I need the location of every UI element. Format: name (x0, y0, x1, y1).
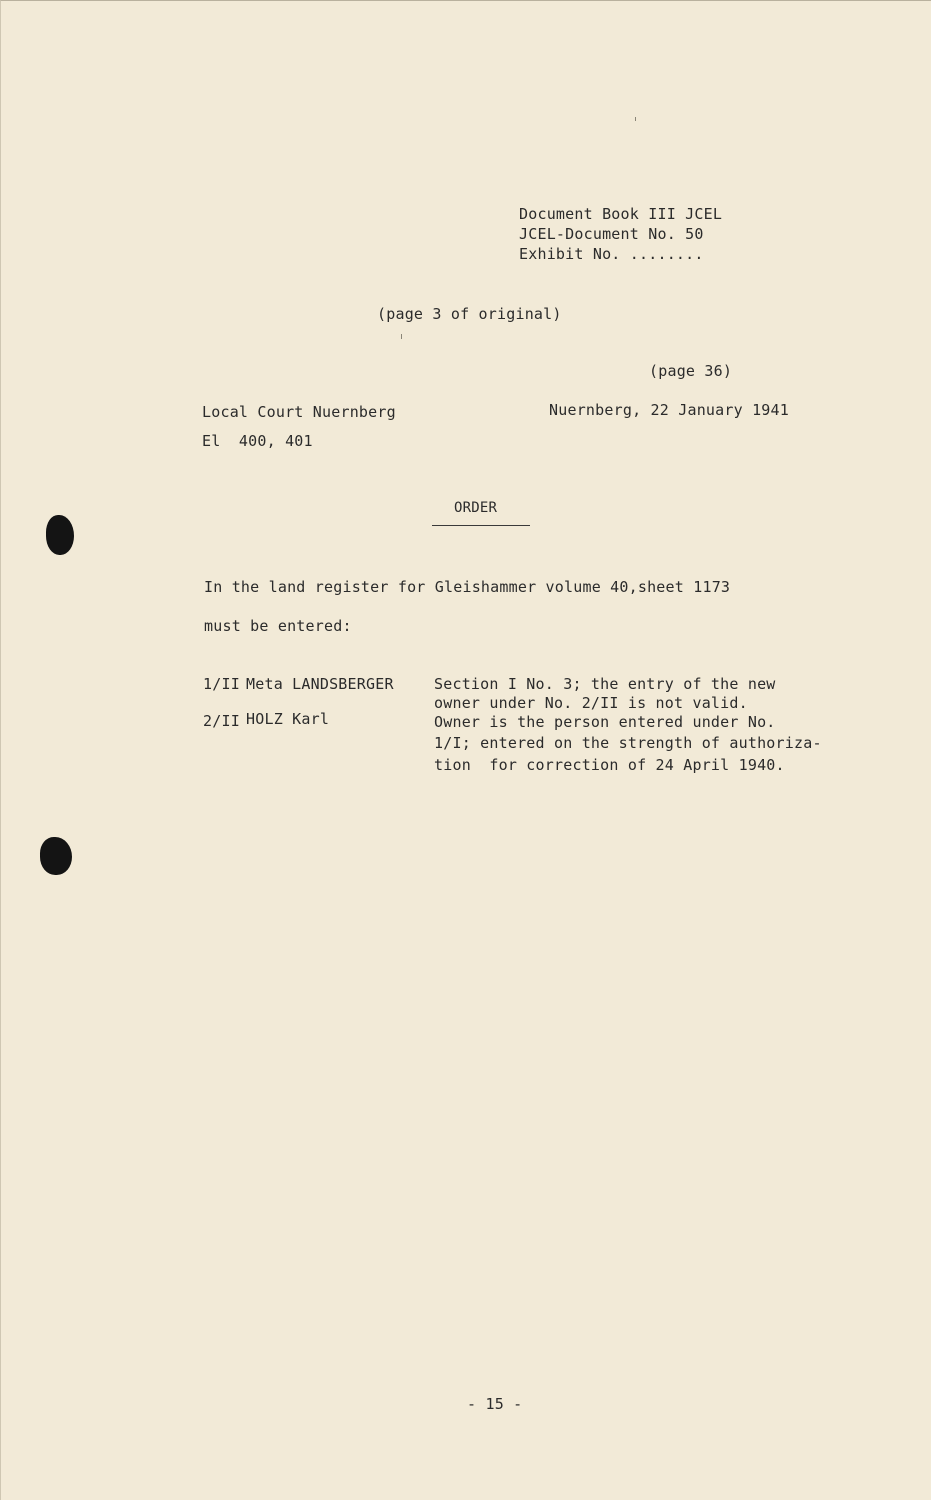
punch-hole (46, 515, 74, 555)
page-number: - 15 - (467, 1395, 523, 1413)
order-text-line: Owner is the person entered under No. (434, 713, 776, 731)
order-title: ORDER (454, 500, 498, 516)
intro-line-1: In the land register for Gleishammer volume 40,sheet 1173 (204, 578, 731, 596)
entry-number: 1/II (203, 675, 240, 693)
order-text-line: tion for correction of 24 April 1940. (434, 756, 785, 774)
page-reference: (page 36) (649, 362, 733, 380)
punch-hole (40, 837, 72, 875)
paper-speck (635, 117, 636, 121)
entry-number: 2/II (203, 712, 240, 730)
order-text-line: 1/I; entered on the strength of authoriza- (434, 734, 822, 752)
exhibit-line: Exhibit No. ........ (519, 245, 704, 263)
document-book-line: Document Book III JCEL (519, 205, 723, 223)
intro-line-2: must be entered: (204, 617, 352, 635)
entry-name: Meta LANDSBERGER (246, 675, 394, 693)
order-text-line: owner under No. 2/II is not valid. (434, 694, 748, 712)
court-name: Local Court Nuernberg (202, 403, 396, 421)
original-page-reference: (page 3 of original) (377, 305, 562, 323)
place-date: Nuernberg, 22 January 1941 (549, 401, 789, 419)
court-reference: El 400, 401 (202, 432, 313, 450)
jcel-document-line: JCEL-Document No. 50 (519, 225, 704, 243)
title-underline (432, 525, 530, 526)
paper-speck (401, 334, 402, 339)
entry-name: HOLZ Karl (246, 710, 330, 728)
order-text-line: Section I No. 3; the entry of the new (434, 675, 776, 693)
